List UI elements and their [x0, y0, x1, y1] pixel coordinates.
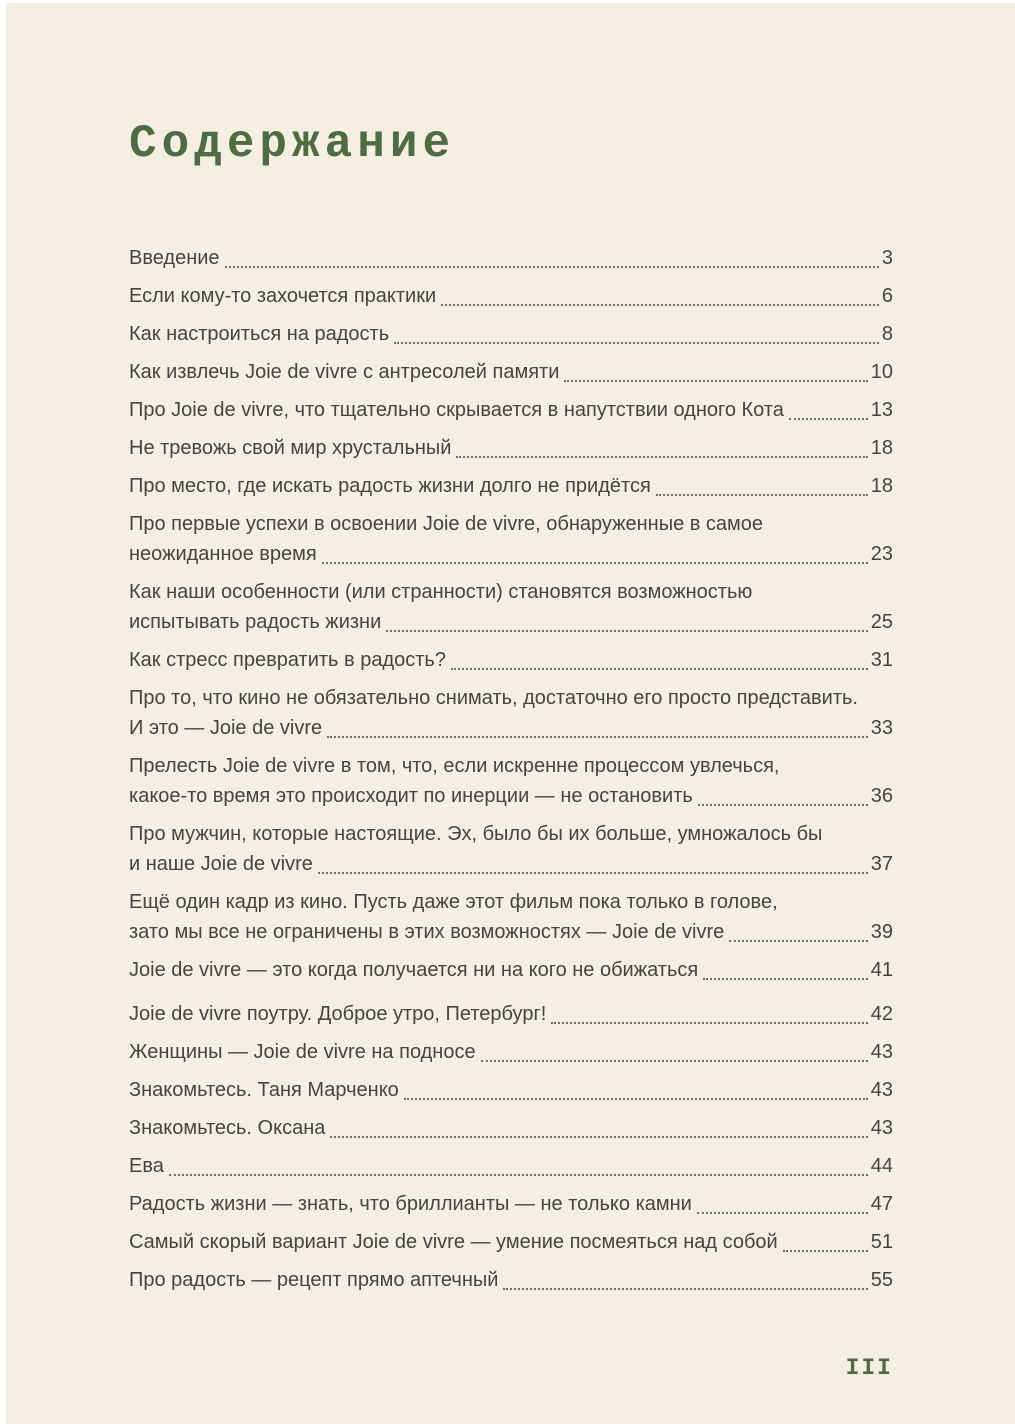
page-title: Содержание — [129, 118, 456, 170]
toc-entry — [129, 999, 893, 1029]
toc-entry — [129, 577, 893, 637]
toc-entry-text: зато мы все не ограничены в этих возможностях — Joie de vivre — [129, 921, 725, 943]
toc-entry — [129, 645, 893, 675]
toc-entry-row — [129, 1113, 893, 1143]
toc-entry-row — [129, 243, 893, 273]
dotted-leader — [330, 1136, 867, 1138]
toc-entry — [129, 819, 893, 879]
folio-page-number: III — [845, 1355, 893, 1381]
toc-entry-row — [129, 1265, 893, 1295]
toc-entry — [129, 1227, 893, 1257]
dotted-leader — [481, 1060, 868, 1062]
dotted-leader — [386, 630, 868, 632]
toc-page-number: 47 — [870, 1193, 893, 1215]
toc-entry-text: Про Joie de vivre, что тщательно скрывается в напутствии одного Кота — [129, 399, 784, 421]
toc-entry-text: Про радость — рецепт прямо аптечный — [129, 1269, 499, 1291]
toc-entry-row — [129, 433, 893, 463]
dotted-leader — [698, 804, 868, 806]
toc-entry-text: какое-то время это происходит по инерции — не остановить — [129, 785, 693, 807]
toc-entry-row — [129, 645, 893, 675]
dotted-leader — [327, 736, 868, 738]
toc-entry-text: Самый скорый вариант Joie de vivre — умение посмеяться над собой — [129, 1231, 778, 1253]
dotted-leader — [318, 872, 868, 874]
dotted-leader — [451, 668, 868, 670]
toc-entry — [129, 509, 893, 569]
toc-entry-text: и наше Joie de vivre — [129, 853, 313, 875]
toc-entry-line: Про первые успехи в освоении Joie de vivre, обнаруженные в самое — [129, 513, 764, 535]
toc-entry — [129, 243, 893, 273]
toc-page-number: 18 — [870, 437, 893, 459]
dotted-leader — [789, 418, 868, 420]
toc-entry-text: Как стресс превратить в радость? — [129, 649, 446, 671]
toc-entry-row — [129, 395, 893, 425]
toc-entry — [129, 433, 893, 463]
toc-entry-line: Про мужчин, которые настоящие. Эх, было бы их больше, умножалось бы — [129, 823, 823, 845]
toc-page-number: 31 — [870, 649, 893, 671]
toc-entry-row — [129, 471, 893, 501]
toc-page-number: 23 — [870, 543, 893, 565]
toc-entry-text: Joie de vivre — это когда получается ни на кого не обижаться — [129, 959, 699, 981]
toc-entry-line: Как наши особенности (или странности) становятся возможностью — [129, 581, 753, 603]
toc-page-number: 6 — [881, 285, 893, 307]
toc-page-number: 37 — [870, 853, 893, 875]
toc-entry — [129, 683, 893, 743]
toc-entry-row — [129, 357, 893, 387]
toc-entry-row — [129, 319, 893, 349]
toc-entry — [129, 1037, 893, 1067]
toc-entry-line: Ещё один кадр из кино. Пусть даже этот фильм пока только в голове, — [129, 891, 778, 913]
toc-entry — [129, 751, 893, 811]
toc-entry — [129, 395, 893, 425]
toc-page-number: 10 — [870, 361, 893, 383]
toc-entry — [129, 955, 893, 985]
toc-page-number: 8 — [881, 323, 893, 345]
toc-entry-row — [129, 781, 893, 811]
toc-entry-text: Если кому-то захочется практики — [129, 285, 437, 307]
page-content — [6, 3, 1015, 1381]
toc-entry-text: Про место, где искать радость жизни долго не придётся — [129, 475, 651, 497]
dotted-leader — [729, 940, 868, 942]
toc-entry — [129, 471, 893, 501]
toc-entry — [129, 1151, 893, 1181]
toc-entry-text: Как настроиться на радость — [129, 323, 390, 345]
dotted-leader — [322, 562, 868, 564]
toc-entry-row — [129, 999, 893, 1029]
toc-entry-line: Прелесть Joie de vivre в том, что, если искренне процессом увлечься, — [129, 755, 780, 777]
book-page-sheet — [6, 3, 1015, 1424]
toc-entry-text: Как извлечь Joie de vivre с антресолей памяти — [129, 361, 560, 383]
toc-entry-line: Про то, что кино не обязательно снимать, достаточно его просто представить. — [129, 687, 858, 709]
toc-page-number: 36 — [870, 785, 893, 807]
toc-page-number: 33 — [870, 717, 893, 739]
toc-entry-text: Ева — [129, 1155, 164, 1177]
toc-entry-row — [129, 539, 893, 569]
dotted-leader — [551, 1022, 867, 1024]
dotted-leader — [703, 978, 868, 980]
toc-entry-row — [129, 1227, 893, 1257]
toc-entry-row — [129, 281, 893, 311]
toc-page-number: 13 — [870, 399, 893, 421]
toc-entry-text: Знакомьтесь. Таня Марченко — [129, 1079, 399, 1101]
dotted-leader — [564, 380, 867, 382]
toc-entry — [129, 281, 893, 311]
dotted-leader — [169, 1174, 868, 1176]
dotted-leader — [697, 1212, 868, 1214]
toc-list — [129, 243, 893, 1295]
toc-page-number: 44 — [870, 1155, 893, 1177]
dotted-leader — [394, 342, 879, 344]
toc-entry — [129, 357, 893, 387]
toc-entry-text: Женщины — Joie de vivre на подносе — [129, 1041, 476, 1063]
dotted-leader — [783, 1250, 868, 1252]
toc-page-number: 25 — [870, 611, 893, 633]
toc-entry-row — [129, 713, 893, 743]
toc-entry-text: Не тревожь свой мир хрустальный — [129, 437, 452, 459]
toc-entry — [129, 1075, 893, 1105]
toc-entry-row — [129, 1189, 893, 1219]
toc-page-number: 18 — [870, 475, 893, 497]
toc-entry — [129, 887, 893, 947]
toc-entry — [129, 1113, 893, 1143]
toc-page-number: 39 — [870, 921, 893, 943]
toc-page-number: 41 — [870, 959, 893, 981]
toc-entry-row — [129, 955, 893, 985]
toc-entry-text: неожиданное время — [129, 543, 317, 565]
toc-page-number: 42 — [870, 1003, 893, 1025]
toc-entry-text: Введение — [129, 247, 220, 269]
toc-entry-text: Joie de vivre поутру. Доброе утро, Петербург! — [129, 1003, 547, 1025]
toc-entry — [129, 1189, 893, 1219]
toc-entry-row — [129, 1151, 893, 1181]
dotted-leader — [456, 456, 867, 458]
toc-entry — [129, 319, 893, 349]
toc-entry-row — [129, 917, 893, 947]
dotted-leader — [441, 304, 879, 306]
toc-entry-row — [129, 1037, 893, 1067]
dotted-leader — [656, 494, 868, 496]
dotted-leader — [404, 1098, 868, 1100]
toc-entry-text: Знакомьтесь. Оксана — [129, 1117, 326, 1139]
toc-entry-row — [129, 607, 893, 637]
toc-entry-text: И это — Joie de vivre — [129, 717, 323, 739]
dotted-leader — [225, 266, 879, 268]
toc-entry-text: Радость жизни — знать, что бриллианты — не только камни — [129, 1193, 692, 1215]
toc-page-number: 3 — [881, 247, 893, 269]
toc-page-number: 43 — [870, 1117, 893, 1139]
toc-entry-row — [129, 1075, 893, 1105]
toc-entry — [129, 1265, 893, 1295]
toc-page-number: 43 — [870, 1079, 893, 1101]
toc-entry-row — [129, 849, 893, 879]
toc-page-number: 51 — [870, 1231, 893, 1253]
toc-page-number: 43 — [870, 1041, 893, 1063]
toc-entry-text: испытывать радость жизни — [129, 611, 382, 633]
toc-page-number: 55 — [870, 1269, 893, 1291]
dotted-leader — [503, 1288, 867, 1290]
